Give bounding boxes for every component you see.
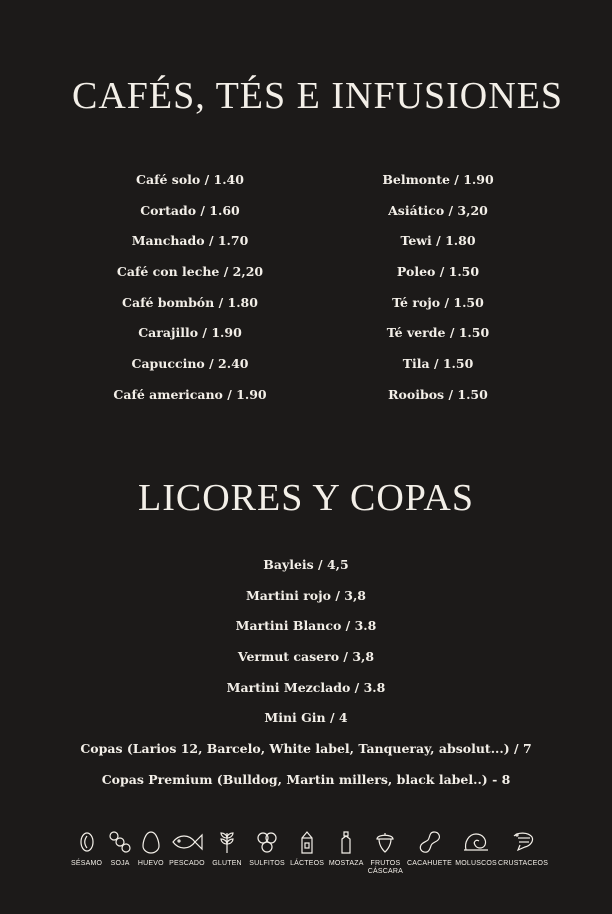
menu-item: Poleo / 1.50 [396, 264, 480, 280]
allergen-mustard [329, 830, 364, 876]
allergen-egg [137, 830, 164, 876]
allergen-peanut [407, 830, 452, 876]
allergen-label: CACAHUETE [407, 860, 453, 867]
menu-item: Café con leche / 2,20 [116, 264, 264, 280]
menu-column-left [60, 170, 320, 416]
allergen-dairy [290, 830, 325, 876]
allergen-soy [107, 830, 133, 876]
menu-item: Martini rojo / 3,8 [245, 587, 367, 603]
menu-item: Belmonte / 1.90 [382, 172, 494, 187]
allergen-label: LÁCTEOS [290, 860, 325, 867]
allergen-sesame [70, 830, 103, 876]
allergen-legend [70, 830, 550, 876]
allergen-sulphites [249, 830, 286, 876]
allergen-nuts [368, 830, 403, 876]
menu-item: Tewi / 1.80 [400, 233, 476, 249]
mustard-icon [333, 830, 359, 854]
menu-item: Manchado / 1.70 [131, 233, 249, 249]
nuts-icon [372, 830, 398, 854]
allergen-fish [168, 830, 205, 876]
allergen-label: GLUTEN [212, 860, 242, 867]
peanut-icon [417, 830, 443, 854]
menu-item: Capuccino / 2.40 [131, 356, 249, 372]
menu-item: Martini Blanco / 3.8 [235, 618, 377, 634]
menu-item: Café bombón / 1.80 [122, 294, 258, 310]
allergen-label: FRUTOS CÁSCARA [367, 860, 404, 875]
allergen-label: MOSTAZA [328, 860, 364, 867]
allergen-label: PESCADO [169, 860, 205, 867]
menu-item: Café americano / 1.90 [113, 386, 267, 402]
menu-item: Bayleis / 4,5 [263, 557, 349, 572]
allergen-label: SOJA [110, 860, 130, 867]
allergen-label: SULFITOS [249, 860, 285, 867]
allergen-label: MOLUSCOS [455, 860, 497, 867]
milk-icon [294, 830, 320, 854]
menu-item: Tila / 1.50 [402, 356, 474, 372]
section-title-licores: LICORES Y COPAS [138, 477, 474, 519]
crustacean-icon [510, 830, 536, 854]
wheat-icon [214, 830, 240, 854]
allergen-gluten [209, 830, 244, 876]
section-title-cafes: CAFÉS, TÉS E INFUSIONES [72, 75, 564, 117]
menu-item: Rooibos / 1.50 [388, 386, 488, 402]
allergen-crustaceans [497, 830, 549, 876]
menu-item: Cortado / 1.60 [140, 202, 240, 218]
mollusc-icon [461, 830, 491, 854]
fish-icon [171, 830, 203, 854]
allergen-molluscs [456, 830, 496, 876]
menu-item: Café solo / 1.40 [136, 172, 244, 187]
menu-item: Copas Premium (Bulldog, Martin millers, black label..) - 8 [101, 771, 511, 787]
soy-icon [107, 830, 133, 854]
menu-item: Té rojo / 1.50 [392, 294, 484, 310]
allergen-label: CRUSTACEOS [497, 860, 549, 867]
sulphites-icon [254, 830, 280, 854]
menu-column-right [308, 170, 568, 416]
menu-item: Mini Gin / 4 [264, 710, 348, 726]
menu-item: Martini Mezclado / 3.8 [226, 679, 386, 695]
menu-item: Asiático / 3,20 [388, 202, 488, 218]
liqueurs-list [0, 556, 612, 802]
menu-item: Copas (Larios 12, Barcelo, White label, Tanqueray, absolut...) / 7 [80, 741, 532, 757]
menu-item: Vermut casero / 3,8 [237, 649, 375, 665]
sesame-icon [74, 830, 100, 854]
menu-item: Carajillo / 1.90 [138, 325, 242, 341]
allergen-label: SÉSAMO [70, 860, 103, 867]
menu-item: Té verde / 1.50 [386, 325, 490, 341]
allergen-label: HUEVO [137, 860, 164, 867]
egg-icon [138, 830, 164, 854]
